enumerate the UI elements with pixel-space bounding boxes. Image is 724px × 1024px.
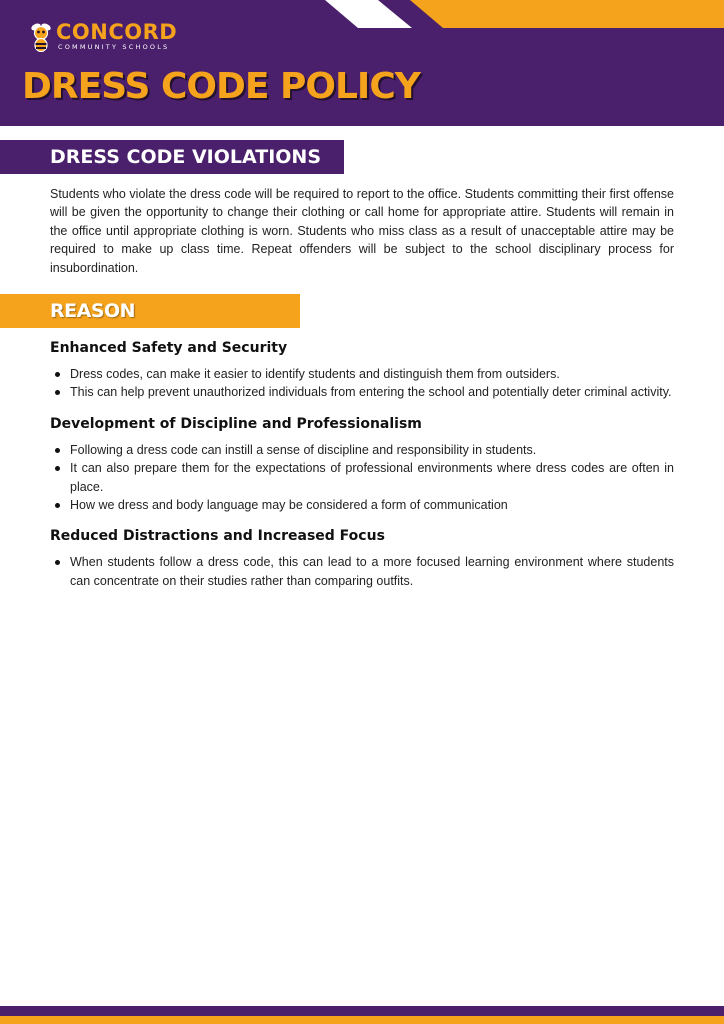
list-item-text: It can also prepare them for the expectations of professional environments where dress codes are often in place. xyxy=(70,461,674,494)
violations-heading-bar xyxy=(0,140,344,174)
reason-subheading: Development of Discipline and Professionalism xyxy=(50,415,422,432)
reason-list xyxy=(50,441,674,515)
reason-heading-bar xyxy=(0,294,300,328)
list-item-text: How we dress and body language may be considered a form of communication xyxy=(70,498,508,513)
bullet-icon xyxy=(55,448,60,453)
logo-subtitle: COMMUNITY SCHOOLS xyxy=(58,42,170,51)
hornet-mascot-icon xyxy=(28,20,54,52)
footer-orange-stripe xyxy=(0,1016,724,1024)
list-item xyxy=(50,459,674,496)
school-logo xyxy=(28,20,177,52)
bullet-icon xyxy=(55,390,60,395)
list-item xyxy=(50,441,674,459)
bullet-icon xyxy=(55,372,60,377)
reason-list xyxy=(50,365,674,402)
list-item xyxy=(50,383,674,401)
reason-list xyxy=(50,553,674,590)
reason-subheading: Enhanced Safety and Security xyxy=(50,340,288,356)
list-item xyxy=(50,496,674,514)
violations-paragraph: Students who violate the dress code will be required to report to the office. Students committing their first offense will be given the opportunity to change their clothing or call home for appropriate attire. Students will remain in the office until appropriate clothing is worn. Students who miss class as a result of unacceptable attire may be required to make up class time. Repeat offenders will be subject to the school disciplinary process for insubordination. xyxy=(50,187,674,275)
page-title: DRESS CODE POLICY xyxy=(22,66,420,107)
list-item-text: Following a dress code can instill a sense of discipline and responsibility in students. xyxy=(70,442,537,457)
reason-heading: REASON xyxy=(50,300,136,322)
violations-heading: DRESS CODE VIOLATIONS xyxy=(50,146,322,168)
list-item-text: When students follow a dress code, this can lead to a more focused learning environment where students can concentrate on their studies rather than comparing outfits. xyxy=(70,555,674,588)
header-banner xyxy=(0,0,724,126)
list-item-text: Dress codes, can make it easier to identify students and distinguish them from outsiders. xyxy=(70,367,560,381)
footer-purple-stripe xyxy=(0,1006,724,1016)
list-item xyxy=(50,553,674,590)
logo-name: CONCORD xyxy=(56,19,178,44)
bullet-icon xyxy=(55,560,60,565)
reason-content xyxy=(50,338,674,602)
list-item-text: This can help prevent unauthorized individuals from entering the school and potentially deter criminal activity. xyxy=(70,385,672,400)
bullet-icon xyxy=(55,503,60,508)
reason-subheading: Reduced Distractions and Increased Focus xyxy=(50,528,385,545)
bullet-icon xyxy=(55,466,60,471)
header-accent-stripes xyxy=(0,0,724,126)
list-item xyxy=(50,365,674,383)
